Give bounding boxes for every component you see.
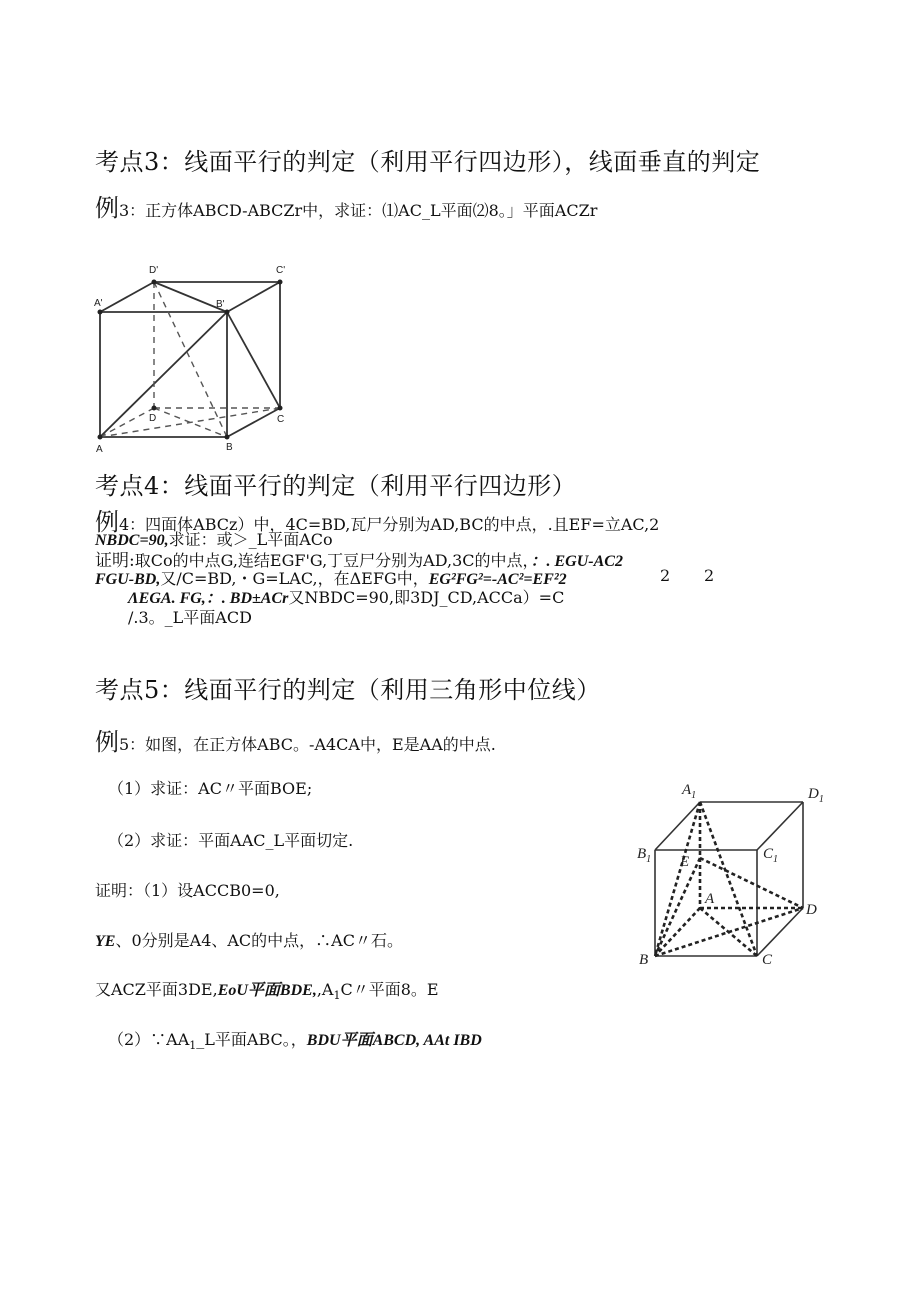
label-A-prime: A' bbox=[94, 298, 103, 309]
question-1: （1）求证：AC〃平面BOE; bbox=[108, 779, 313, 798]
proof-formula: ΛEGA. FG,：. BD±ACr bbox=[128, 590, 289, 607]
proof-label: 证明: bbox=[95, 551, 135, 571]
fraction-denominator: 2 bbox=[660, 566, 671, 585]
example-text: 3：正方体ABCD-ABCZr中，求证：⑴AC_L平面⑵8。」平面ACZr bbox=[119, 201, 598, 220]
prove-statement: 求证：或＞_L平面ACo bbox=[168, 530, 333, 549]
label-B1: $B_1$ bbox=[637, 846, 652, 865]
proof-formula: BDU平面ABCD, AAt IBD bbox=[306, 1032, 482, 1049]
label-C1: $C_1$ bbox=[763, 846, 779, 865]
label-A: A bbox=[96, 444, 103, 455]
proof-formula: EG²FG²=-AC²=EF²2 bbox=[428, 571, 567, 588]
fraction-denominator: 2 bbox=[704, 566, 715, 585]
proof-text: 又ACZ平面3DE, bbox=[95, 980, 218, 999]
proof-formula: FGU-BD, bbox=[95, 571, 161, 588]
example-text: 4：四面体ABCz）中，4C=BD,瓦尸分别为AD,BC的中点，.且EF=立AC,2 bbox=[119, 515, 660, 534]
example-label: 例 bbox=[95, 508, 119, 536]
subscript: 1 bbox=[333, 989, 341, 1003]
question-2: （2）求证：平面AAC_L平面切定. bbox=[108, 831, 354, 850]
label-B: B bbox=[639, 952, 649, 968]
proof-text: （2）∵AA bbox=[108, 1030, 190, 1049]
subscript: 1 bbox=[189, 1039, 197, 1053]
label-D-prime: D' bbox=[149, 265, 159, 276]
label-D: D bbox=[149, 413, 157, 424]
label-E: E bbox=[680, 854, 690, 870]
label-C: C bbox=[277, 414, 285, 425]
section-5-heading: 考点5：线面平行的判定（利用三角形中位线） bbox=[95, 676, 601, 704]
proof-text: 、0分别是A4、AC的中点，∴AC〃石。 bbox=[115, 931, 403, 950]
proof-text: 取Co的中点G,连结EGF'G,丁豆尸分别为AD,3C的中点， bbox=[134, 551, 531, 570]
proof-formula: ：. EGU-AC2 bbox=[530, 553, 623, 570]
section-3-heading: 考点3：线面平行的判定（利用平行四边形），线面垂直的判定 bbox=[95, 148, 761, 176]
example-label: 例 bbox=[95, 728, 119, 756]
label-D1: $D_1$ bbox=[808, 786, 824, 805]
proof-text: 又NBDC=90,即3DJ_CD,ACCa）=C bbox=[288, 588, 565, 607]
angle-condition: NBDC=90, bbox=[95, 532, 169, 549]
proof-5-line-1: 证明：（1）设ACCB0=0, bbox=[95, 881, 280, 900]
label-D: D bbox=[806, 902, 817, 918]
label-A1: $A_1$ bbox=[682, 782, 697, 801]
section-4-heading: 考点4：线面平行的判定（利用平行四边形） bbox=[95, 472, 577, 500]
label-B-prime: B' bbox=[216, 299, 225, 310]
example-label: 例 bbox=[95, 194, 119, 222]
proof-text: C〃平面8。E bbox=[340, 980, 439, 999]
proof-formula: EoU平面BDE, bbox=[217, 982, 317, 999]
label-C: C bbox=[762, 952, 773, 968]
label-B: B bbox=[226, 442, 233, 453]
example-text: 5：如图，在正方体ABC。-A4CA中，E是AA的中点. bbox=[119, 735, 496, 754]
proof-text: 又/C=BD,・G=LAC,，在ΔEFG中， bbox=[160, 569, 429, 588]
proof-4-line-4: /.3。_L平面ACD bbox=[128, 608, 252, 627]
proof-text: _L平面ABC。， bbox=[196, 1030, 307, 1049]
proof-text: ,A bbox=[316, 980, 334, 999]
label-C-prime: C' bbox=[276, 265, 286, 276]
proof-formula: YE bbox=[95, 933, 116, 950]
label-A: A bbox=[705, 891, 715, 907]
